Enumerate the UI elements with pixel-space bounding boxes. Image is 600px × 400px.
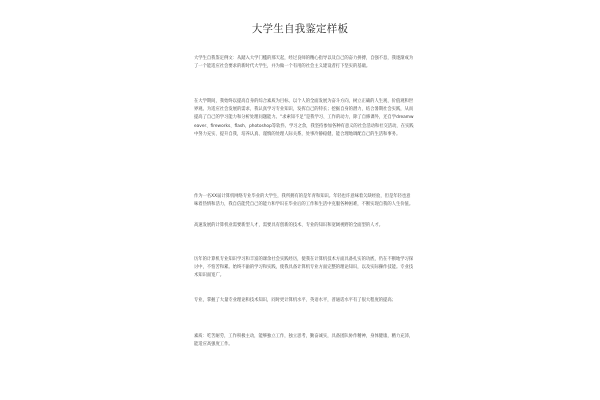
paragraph-professional-skills: 专业，掌握了大量专业理论和技术知识，同时更计算机水平、英语水平，普通话水平有了很大程度的提高；: [194, 298, 396, 303]
document-title: 大学生自我鉴定样板: [251, 23, 349, 35]
paragraph-industry-needs: 高速发展的计算机业需要新型人才，需要具有创新的技术、专业的知识和宽阔视野的全面型的人才。: [194, 223, 384, 228]
paragraph-professional-experience: 历年的计算机专业知识学习和丰富的课余社会实践经历，使我在计算机技术方面具备扎实的功底，仍在不断地学习探讨中，不怕苦和累。始终不渝的学习和实践，使我具备计算机专业方面完整的理论知识，以及实际操作技能。专业技术知识面宽广。: [194, 257, 414, 279]
paragraph-graduate-identity: 作为一名XX届计算机网络专业毕业的大学生，我所拥有的是年青和知识。年轻也许意味着欠缺经验，但是年轻也意味着热情和活力，我自信能凭自己的能力和学识在毕业后的工作和生活中克服各种困难，不断实现自我的人生价值。: [194, 194, 414, 208]
paragraph-university-life: 在大学期间，我始终以提高自身的综合素质为目标，以个人的全面发展为奋斗方向，树立正确的人生观、价值观和世界观。为适应社会发展的需求，我认真学习专业知识，发挥自己的特长；挖掘自身的潜力，结合暑期社会实践，从而提高了自己的学习能力和分析处理问题能力。“求索知不足”是我学习、工作的动力，除了自修课外，还自学dreamweaver、fireworks、flash、photoshop等软件。学习之余，我坚持参加各种有意义的社会活动和社交活动，在实践中努力充实、提升自我，培养认真、谨慎的处理人际关系，处事冷静稳健，能合理地调配自己的生活和事务。: [194, 99, 414, 137]
paragraph-intro: 大学生自我鉴定例文：从踏入大学门槛的那天起，经过良师的精心指导以及自己的奋力拼搏，自强不息，我逐渐成为了一个能适应社会要求的新时代大学生，并为做一个有用的社会主义建设者打下坚实的基础。: [194, 56, 414, 70]
paragraph-personal-qualities: 素质：吃苦耐劳，工作积极主动，能够独立工作，独立思考，勤奋诚实，具备团队协作精神，身体健康，精力充沛，能适应高强度工作。: [194, 334, 414, 348]
